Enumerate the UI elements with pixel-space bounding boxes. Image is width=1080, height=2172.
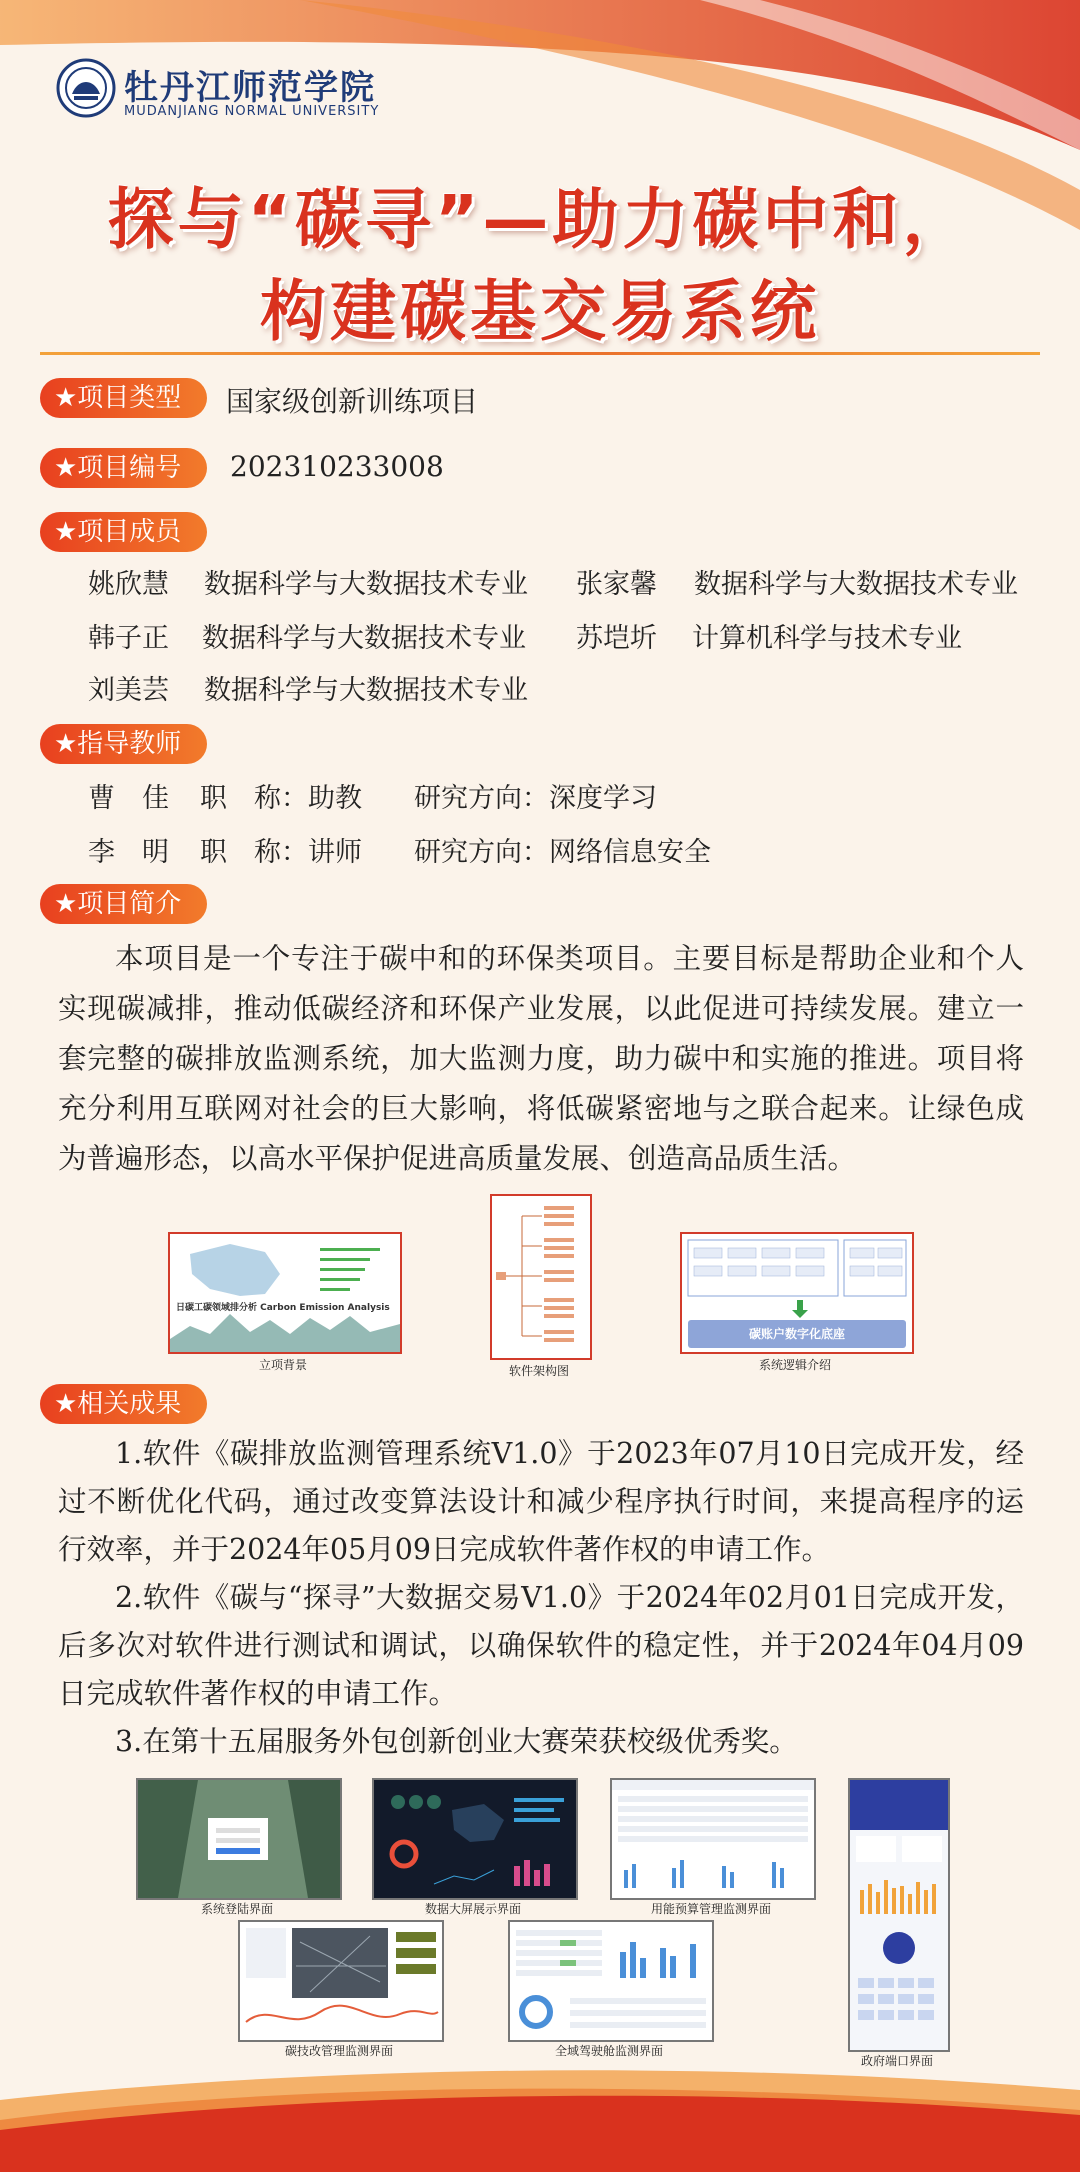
member-major: 数据科学与大数据技术专业 (694, 569, 1018, 600)
advisor-direction: 研究方向：网络信息安全 (414, 837, 711, 868)
member-name: 韩子正 (88, 623, 169, 654)
project-type-tag: ★项目类型 (40, 378, 207, 418)
member-name: 姚欣慧 (88, 569, 169, 600)
figure-architecture-thumb (490, 1194, 592, 1360)
figure-background-thumb (168, 1232, 402, 1354)
china-map-chart-icon (170, 1234, 400, 1352)
figure-caption: 软件架构图 (508, 1364, 569, 1378)
school-name-cn: 牡丹江师范学院 (124, 68, 376, 108)
project-number-value: 202310233008 (230, 450, 444, 483)
member-major: 数据科学与大数据技术专业 (202, 623, 526, 654)
screen-cockpit-thumb (508, 1920, 714, 2042)
login-screen-icon (138, 1780, 340, 1898)
screen-caption: 用能预算管理监测界面 (650, 1902, 771, 1916)
page-title-line-1: 探与“碳寻”—助力碳中和， (107, 181, 973, 258)
advisor-title: 职 称：助教 (200, 783, 362, 814)
screen-caption: 数据大屏展示界面 (424, 1902, 521, 1916)
page-title-line-2: 构建碳基交易系统 (260, 273, 820, 350)
project-type-value: 国家级创新训练项目 (226, 385, 479, 418)
school-name-en: MUDANJIANG NORMAL UNIVERSITY (124, 104, 380, 119)
cockpit-screen-icon (510, 1922, 712, 2040)
result-item: 3.在第十五届服务外包创新创业大赛荣获校级优秀奖。 (115, 1725, 798, 1758)
budget-screen-icon (612, 1780, 814, 1898)
member-major: 数据科学与大数据技术专业 (204, 569, 528, 600)
screen-government-thumb (848, 1778, 950, 2052)
dashboard-screen-icon (374, 1780, 576, 1898)
screen-caption: 全域驾驶舱监测界面 (554, 2044, 663, 2058)
results-tag: ★相关成果 (40, 1384, 207, 1424)
result-item: 2.软件《碳与“探寻”大数据交易V1.0》于2024年02月01日完成开发，后多次对软件进行测试和调试，以确保软件的稳定性，并于2024年04月09日完成软件著作权的申请工作。 (58, 1581, 1024, 1710)
member-name: 苏垲圻 (576, 623, 657, 654)
advisor-direction: 研究方向：深度学习 (414, 783, 657, 814)
figure-caption: 系统逻辑介绍 (758, 1358, 831, 1372)
figure-logic-thumb (680, 1232, 914, 1354)
intro-tag: ★项目简介 (40, 884, 207, 924)
screen-caption: 政府端口界面 (860, 2054, 933, 2068)
advisors-tag: ★指导教师 (40, 724, 207, 764)
tech-upgrade-screen-icon (240, 1922, 442, 2040)
project-number-tag: ★项目编号 (40, 448, 207, 488)
intro-paragraph (58, 934, 1024, 1184)
advisor-title: 职 称：讲师 (200, 837, 362, 868)
title-divider (40, 352, 1040, 355)
logic-base-label: 碳账户数字化底座 (748, 1327, 845, 1341)
results-paragraphs (58, 1430, 1024, 1766)
footer-decoration (0, 2060, 1080, 2172)
member-major: 计算机科学与技术专业 (692, 623, 962, 654)
intro-text: 本项目是一个专注于碳中和的环保类项目。主要目标是帮助企业和个人实现碳减排，推动低碳经济和环保产业发展，以此促进可持续发展。建立一套完整的碳排放监测系统，加大监测力度，助力碳中和实施的推进。项目将充分利用互联网对社会的巨大影响，将低碳紧密地与之联合起来。让绿色成为普遍形态，以高水平保护促进高质量发展、创造高品质生活。 (58, 942, 1024, 1175)
government-screen-icon (850, 1780, 948, 2050)
member-name: 刘美芸 (88, 675, 169, 706)
school-logo-icon (56, 58, 116, 118)
screen-login-thumb (136, 1778, 342, 1900)
advisor-name: 曹 佳 (88, 783, 169, 814)
member-major: 数据科学与大数据技术专业 (204, 675, 528, 706)
architecture-tree-icon (492, 1196, 590, 1358)
screen-caption: 系统登陆界面 (200, 1902, 273, 1916)
screen-caption: 碳技改管理监测界面 (284, 2044, 393, 2058)
advisor-name: 李 明 (88, 837, 169, 868)
figure-caption: 立项背景 (258, 1358, 307, 1372)
screen-budget-thumb (610, 1778, 816, 1900)
figure-background-inner-title: 日碳工碳领域排分析 Carbon Emission Analysis (176, 1303, 390, 1313)
members-tag: ★项目成员 (40, 512, 207, 552)
result-item: 1.软件《碳排放监测管理系统V1.0》于2023年07月10日完成开发，经过不断优化代码，通过改变算法设计和减少程序执行时间，来提高程序的运行效率，并于2024年05月09日完成软件著作权的申请工作。 (58, 1437, 1024, 1566)
screen-tech-upgrade-thumb (238, 1920, 444, 2042)
screen-dashboard-thumb (372, 1778, 578, 1900)
member-name: 张家馨 (576, 569, 657, 600)
